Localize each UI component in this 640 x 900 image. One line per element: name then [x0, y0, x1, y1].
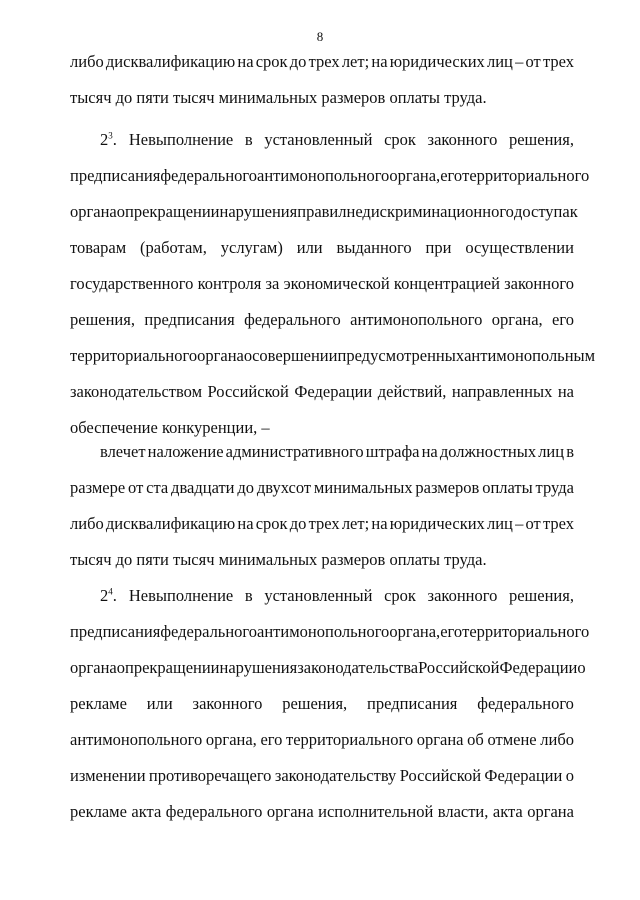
word: размеров: [415, 478, 480, 497]
word: административного: [225, 442, 364, 461]
word: совершении: [252, 346, 338, 365]
word: предписания: [70, 622, 161, 641]
word: антимонопольного: [257, 166, 390, 185]
text-line: [70, 722, 574, 758]
word: власти,: [437, 802, 489, 821]
word: выданного: [336, 238, 412, 257]
text-line: [70, 338, 596, 374]
word: органа,: [389, 166, 441, 185]
word: его: [552, 310, 574, 329]
text-line: [70, 44, 574, 80]
word: предусмотренных: [337, 346, 465, 365]
word: органа: [70, 202, 117, 221]
word: исполнительной: [318, 802, 434, 821]
text-line: [70, 230, 574, 266]
text-line: [70, 302, 574, 338]
text-line: [70, 122, 574, 158]
word: юридических: [389, 514, 485, 533]
paragraph-sanction-continuation: [70, 44, 574, 116]
word: минимальных: [313, 478, 413, 497]
word: двухсот: [256, 478, 312, 497]
word: решения,: [70, 310, 135, 329]
word: антимонопольного: [350, 310, 483, 329]
word: органа,: [389, 622, 441, 641]
word: Российской: [418, 658, 500, 677]
word: решения,: [508, 130, 574, 149]
word: срок: [384, 586, 416, 605]
word: лиц: [486, 52, 513, 71]
word: от: [525, 52, 541, 71]
word: трех: [308, 514, 340, 533]
word: или: [296, 238, 323, 257]
word: его: [440, 166, 463, 185]
item-number: $2^3$.: [100, 130, 117, 149]
word: законного: [427, 130, 498, 149]
word: территориального: [70, 346, 198, 365]
word: в: [244, 586, 253, 605]
word: о: [116, 202, 125, 221]
text-line-rest: [129, 578, 574, 614]
word: на: [557, 382, 574, 401]
word: отмене: [487, 730, 537, 749]
word: ста: [146, 478, 169, 497]
word: концентрацией: [393, 274, 500, 293]
word: рекламе: [70, 802, 127, 821]
word: нарушения: [219, 658, 298, 677]
word: услугам): [220, 238, 283, 257]
word: федерального: [165, 802, 263, 821]
word: за: [265, 274, 280, 293]
text-line: [70, 470, 574, 506]
word: Российской: [207, 382, 289, 401]
word: законодательству: [274, 766, 397, 785]
word: решения,: [508, 586, 574, 605]
word: изменении: [70, 766, 146, 785]
word: юридических: [389, 52, 485, 71]
text-line: тысяч до пяти тысяч минимальных размеров оплаты труда.: [70, 550, 487, 569]
word: органа: [527, 802, 574, 821]
word: прекращении: [125, 202, 220, 221]
text-line: [70, 650, 586, 686]
word: Федерации: [484, 766, 563, 785]
text-line: [70, 374, 574, 410]
word: лет;: [341, 514, 370, 533]
word: наложение: [147, 442, 224, 461]
word: органа,: [205, 730, 257, 749]
word: –: [515, 52, 524, 71]
word: антимонопольного: [70, 730, 203, 749]
word: до: [289, 52, 307, 71]
word: к: [569, 202, 578, 221]
word: законодательства: [297, 658, 419, 677]
word: органа: [197, 346, 244, 365]
word: органа: [70, 658, 117, 677]
word: его: [260, 730, 283, 749]
word: Федерации: [294, 382, 373, 401]
text-line: [70, 686, 574, 722]
paragraph-item-2-4: [70, 578, 590, 830]
word: об: [467, 730, 484, 749]
word: либо: [70, 514, 104, 533]
word: антимонопольного: [257, 622, 390, 641]
word: товарам: [70, 238, 127, 257]
word: трех: [542, 52, 574, 71]
text-line: [70, 758, 574, 794]
text-line-rest: [129, 122, 574, 158]
word: федерального: [160, 166, 258, 185]
word: о: [565, 766, 574, 785]
word: на: [237, 514, 254, 533]
word: законного: [192, 694, 263, 713]
word: территориального: [286, 730, 414, 749]
word: оплаты: [482, 478, 533, 497]
word: должностных: [439, 442, 537, 461]
paragraph-sanction-2-3: [70, 434, 574, 578]
word: срок: [255, 52, 288, 71]
word: органа: [416, 730, 464, 749]
word: недискриминационного: [346, 202, 514, 221]
word: решения,: [282, 694, 348, 713]
word: контроля: [197, 274, 262, 293]
word: действий,: [377, 382, 447, 401]
text-line: [70, 506, 574, 542]
word: федерального: [477, 694, 574, 713]
word: территориального: [462, 166, 590, 185]
word: до: [289, 514, 307, 533]
word: в: [566, 442, 574, 461]
word: законного: [504, 274, 574, 293]
word: в: [244, 130, 253, 149]
word: направленных: [451, 382, 553, 401]
page-number: 8: [316, 29, 324, 44]
word: установленный: [264, 130, 373, 149]
word: предписания: [144, 310, 235, 329]
text-line: [70, 194, 578, 230]
word: рекламе: [70, 694, 127, 713]
text-line: [70, 434, 574, 470]
word: нарушения: [219, 202, 298, 221]
word: акта: [131, 802, 162, 821]
word: доступа: [513, 202, 570, 221]
word: либо: [540, 730, 574, 749]
word: до: [237, 478, 255, 497]
word: предписания: [367, 694, 458, 713]
word: о: [116, 658, 125, 677]
item-number: $2^4$.: [100, 586, 117, 605]
word: экономической: [283, 274, 390, 293]
word: о: [577, 658, 586, 677]
word: органа: [266, 802, 314, 821]
word: штрафа: [365, 442, 420, 461]
word: законного: [427, 586, 498, 605]
word: Невыполнение: [128, 586, 234, 605]
word: лиц: [486, 514, 513, 533]
word: влечет: [100, 442, 146, 461]
text-line: [70, 614, 590, 650]
word: от: [128, 478, 144, 497]
word: срок: [384, 130, 416, 149]
word: –: [515, 514, 524, 533]
word: противоречащего: [148, 766, 272, 785]
word: территориального: [462, 622, 590, 641]
text-line: [70, 158, 590, 194]
word: предписания: [70, 166, 161, 185]
word: на: [421, 442, 438, 461]
word: органа,: [491, 310, 543, 329]
word: или: [146, 694, 173, 713]
word: о: [243, 346, 253, 365]
word: на: [237, 52, 254, 71]
word: федерального: [160, 622, 258, 641]
word: (работам,: [140, 238, 207, 257]
text-line: [70, 578, 574, 614]
word: антимонопольным: [464, 346, 596, 365]
word: акта: [492, 802, 523, 821]
text-line: обеспечение конкуренции, –: [70, 418, 270, 437]
word: прекращении: [125, 658, 220, 677]
word: лет;: [341, 52, 370, 71]
word: его: [440, 622, 463, 641]
word: дисквалификацию: [105, 52, 236, 71]
word: государственного: [70, 274, 194, 293]
word: при: [425, 238, 452, 257]
word: осуществлении: [465, 238, 574, 257]
text-line: тысяч до пяти тысяч минимальных размеров оплаты труда.: [70, 88, 487, 107]
word: трех: [542, 514, 574, 533]
paragraph-item-2-3: [70, 122, 596, 446]
word: установленный: [264, 586, 373, 605]
word: либо: [70, 52, 104, 71]
word: лиц: [538, 442, 565, 461]
word: размере: [70, 478, 126, 497]
word: федерального: [244, 310, 341, 329]
text-line: [70, 266, 574, 302]
word: двадцати: [171, 478, 235, 497]
word: на: [371, 514, 388, 533]
word: Российской: [399, 766, 482, 785]
word: от: [525, 514, 541, 533]
word: на: [371, 52, 388, 71]
word: трех: [308, 52, 340, 71]
word: срок: [255, 514, 288, 533]
word: законодательством: [70, 382, 203, 401]
word: труда: [535, 478, 574, 497]
text-line: [70, 794, 574, 830]
word: правил: [297, 202, 347, 221]
word: дисквалификацию: [105, 514, 236, 533]
word: Невыполнение: [128, 130, 234, 149]
word: Федерации: [499, 658, 578, 677]
